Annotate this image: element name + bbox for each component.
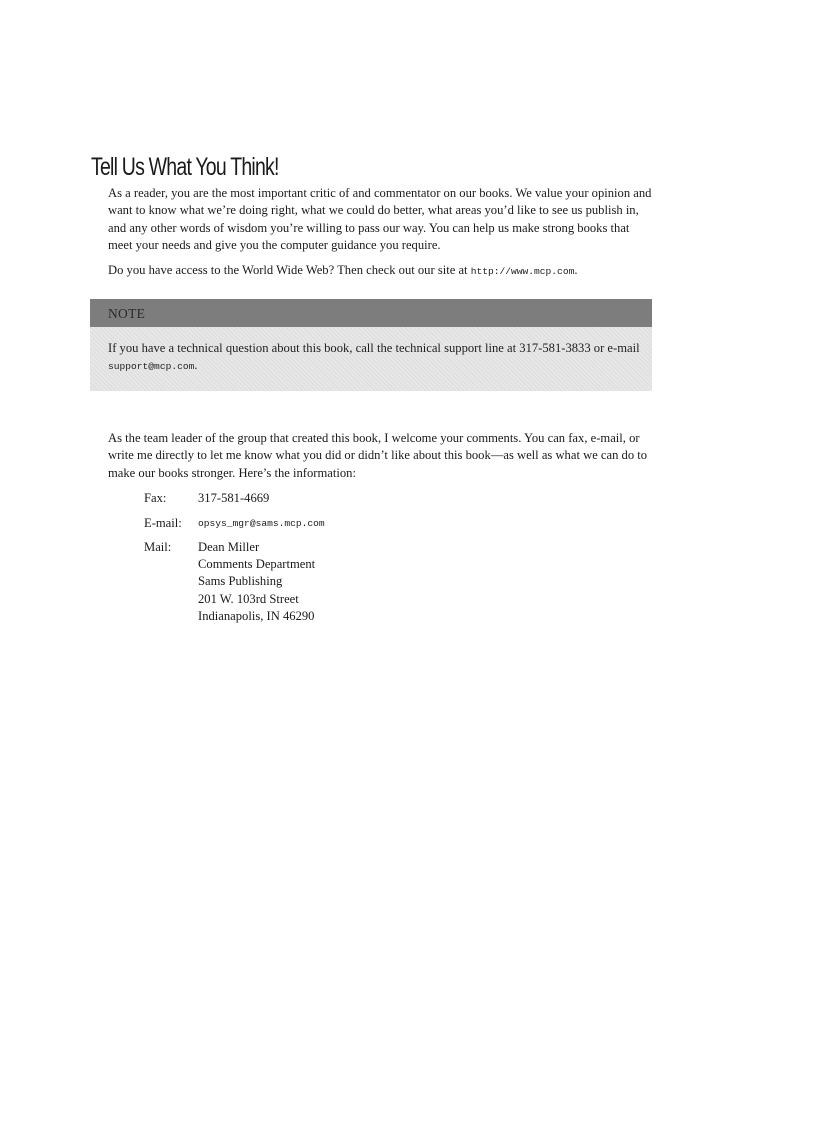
mailing-address	[198, 539, 315, 625]
note-header	[90, 299, 652, 327]
page-title: Tell Us What You Think!	[91, 153, 279, 181]
intro-paragraph: As a reader, you are the most important critic of and commentator on our books. We value your opinion and want to know what we’re doing right, what we could do better, what areas you’d like to see us publish in, and any other words of wisdom you’re willing to pass our way. You can help us make strong books that meet your needs and give you the computer guidance you require.	[108, 186, 652, 253]
email-address-link[interactable]: opsys_mgr@sams.mcp.com	[198, 518, 325, 529]
note-text	[108, 340, 643, 376]
website-link[interactable]: http://www.mcp.com	[470, 266, 575, 277]
address-line-name: Dean Miller	[198, 540, 260, 554]
website-text: Do you have access to the World Wide Web? Then check out our site at	[108, 263, 471, 277]
address-line-street: 201 W. 103rd Street	[198, 591, 299, 606]
support-email-link[interactable]: support@mcp.com	[108, 361, 195, 373]
fax-number: 317-581-4669	[198, 491, 270, 505]
fax-label: Fax:	[144, 491, 167, 505]
website-paragraph	[108, 262, 653, 280]
website-period: .	[574, 263, 578, 277]
note-body-text: If you have a technical question about this book, call the technical support line at 317-581-3833 or e-mail	[108, 341, 640, 355]
address-line-department: Comments Department	[198, 557, 316, 572]
address-line-city: Indianapolis, IN 46290	[198, 608, 315, 623]
mail-label: Mail:	[144, 540, 172, 554]
email-label: E-mail:	[144, 516, 182, 530]
note-box	[90, 299, 652, 391]
note-label: NOTE	[108, 306, 146, 321]
address-line-company: Sams Publishing	[198, 574, 283, 589]
comments-paragraph: As the team leader of the group that created this book, I welcome your comments. You can fax, e-mail, or write me directly to let me know what you did or didn’t like about this book—as well as what we can do to make our books stronger. Here’s the information:	[108, 431, 648, 480]
note-period: .	[194, 358, 198, 373]
